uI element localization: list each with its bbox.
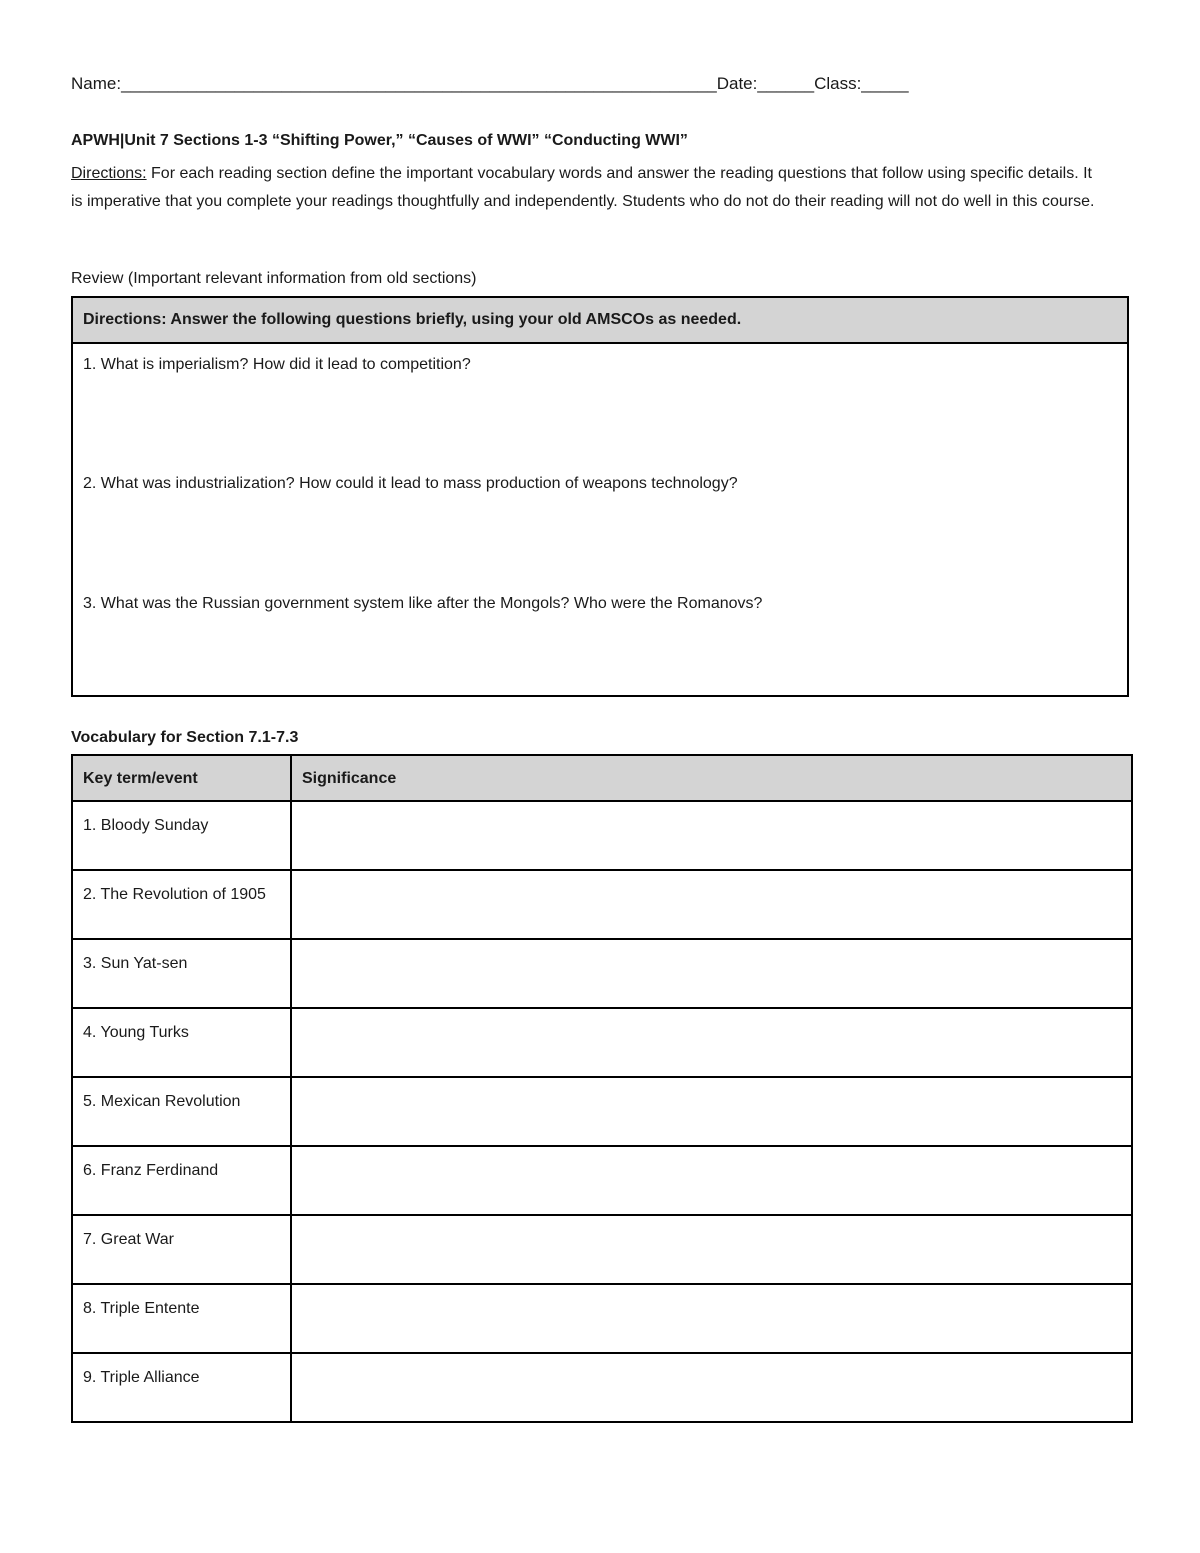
review-label: Review (Important relevant information from old sections) [71, 270, 477, 287]
table-row [72, 1146, 1132, 1215]
table-row [72, 1284, 1132, 1353]
term-cell: 8. Triple Entente [72, 1284, 291, 1353]
column-header-key-term: Key term/event [72, 755, 291, 801]
significance-cell[interactable] [291, 870, 1132, 939]
significance-cell[interactable] [291, 1215, 1132, 1284]
directions-text: For each reading section define the important vocabulary words and answer the reading questions that follow using specific details. It is imperative that you complete your readings thoughtfully and independently. Students who do not do their reading will not do well in this course. [71, 165, 1095, 210]
review-question-1: 1. What is imperialism? How did it lead to competition? [83, 356, 471, 373]
vocab-label: Vocabulary for Section 7.1-7.3 [71, 729, 299, 746]
table-row [72, 1215, 1132, 1284]
table-row [72, 939, 1132, 1008]
worksheet-title: APWH|Unit 7 Sections 1-3 “Shifting Power,” “Causes of WWI” “Conducting WWI” [71, 132, 688, 149]
significance-cell[interactable] [291, 1077, 1132, 1146]
term-cell: 7. Great War [72, 1215, 291, 1284]
significance-cell[interactable] [291, 1284, 1132, 1353]
significance-cell[interactable] [291, 939, 1132, 1008]
term-cell: 4. Young Turks [72, 1008, 291, 1077]
table-row [72, 1008, 1132, 1077]
term-cell: 9. Triple Alliance [72, 1353, 291, 1422]
significance-cell[interactable] [291, 1146, 1132, 1215]
directions-label: Directions: [71, 165, 147, 182]
term-cell: 5. Mexican Revolution [72, 1077, 291, 1146]
directions-paragraph [71, 160, 1101, 216]
term-cell: 3. Sun Yat-sen [72, 939, 291, 1008]
name-date-class-line: Name:_______________________________________________________________Date:______Class:_____ [71, 74, 909, 93]
significance-cell[interactable] [291, 1008, 1132, 1077]
term-cell: 6. Franz Ferdinand [72, 1146, 291, 1215]
review-question-2: 2. What was industrialization? How could it lead to mass production of weapons technology? [83, 475, 738, 492]
table-row [72, 1077, 1132, 1146]
table-row [72, 870, 1132, 939]
review-box [71, 296, 1129, 697]
vocab-table [71, 754, 1133, 1423]
vocab-header-row [72, 755, 1132, 801]
significance-cell[interactable] [291, 801, 1132, 870]
review-question-3: 3. What was the Russian government system like after the Mongols? Who were the Romanovs? [83, 595, 763, 612]
table-row [72, 801, 1132, 870]
review-box-header: Directions: Answer the following questions briefly, using your old AMSCOs as needed. [73, 298, 1127, 344]
term-cell: 2. The Revolution of 1905 [72, 870, 291, 939]
column-header-significance: Significance [291, 755, 1132, 801]
table-row [72, 1353, 1132, 1422]
significance-cell[interactable] [291, 1353, 1132, 1422]
term-cell: 1. Bloody Sunday [72, 801, 291, 870]
